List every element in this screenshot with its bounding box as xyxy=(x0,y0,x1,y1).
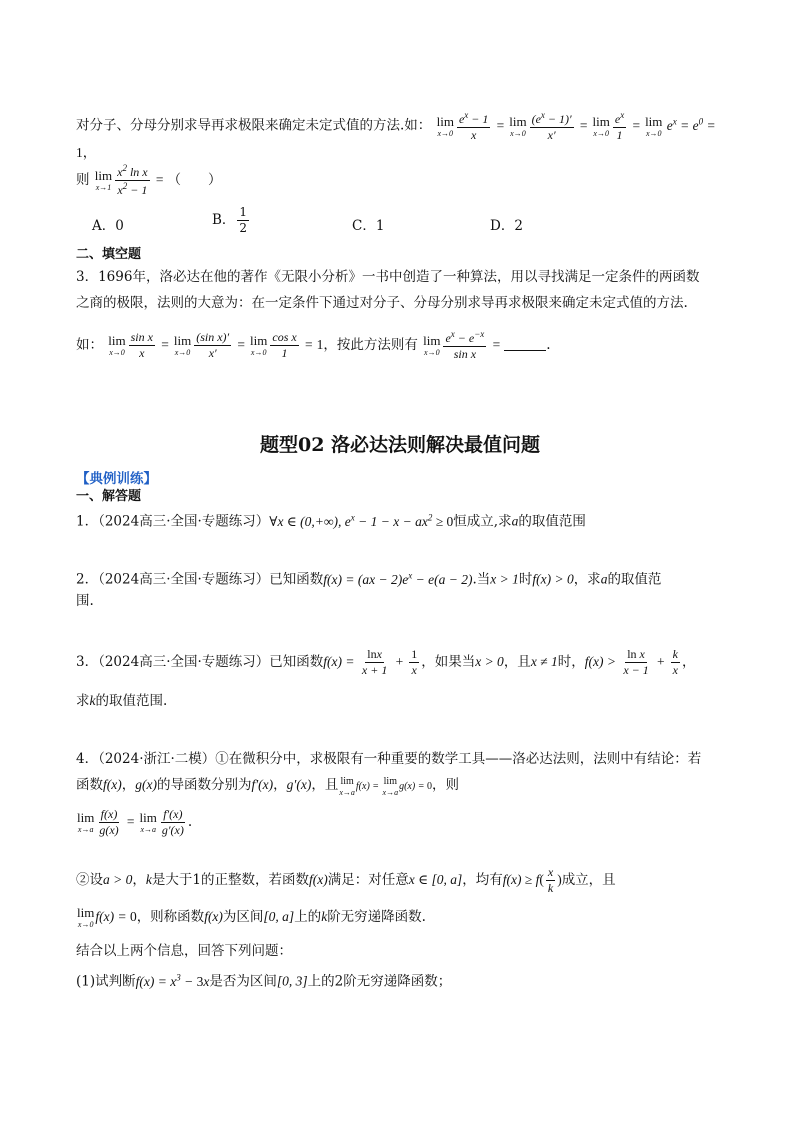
method-text: ，按此方法则有 xyxy=(323,336,418,353)
q3-function: f(x) = $\frac{\ln x}{x + 1}$ + $\frac{1}{x}$ xyxy=(323,647,418,678)
q4-l7-pre: (1)试判断 xyxy=(76,973,136,990)
q3 xyxy=(76,648,728,677)
q2-end: ，求 xyxy=(573,571,601,588)
q4-a-pos: a > 0 xyxy=(103,871,133,887)
q4-line6: 结合以上两个信息，回答下列问题： xyxy=(76,943,292,959)
q2 xyxy=(76,564,728,591)
option-c[interactable] xyxy=(352,214,384,234)
option-value: 0 xyxy=(115,218,124,234)
intro-text: 对分子、分母分别求导再求极限来确定未定式值的方法.如： xyxy=(76,117,432,134)
q4-l7-a: 是否为区间 xyxy=(209,973,277,990)
q4-l4-d: ，均有 xyxy=(462,871,503,888)
q4-fx3: f(x) xyxy=(204,909,223,924)
q4-l7-b: 上的2阶无穷递降函数； xyxy=(307,973,452,990)
q4-fx2: f(x) xyxy=(308,871,328,887)
q4-l4-pre: ②设 xyxy=(76,871,103,888)
q4-l5-d: 阶无穷递降函数. xyxy=(327,909,426,925)
q4-l2-b: 的导函数分别为 xyxy=(156,777,252,793)
q1 xyxy=(76,506,728,533)
lhopital-example-formula: lim x→0 $\frac{e^x - 1}{x}$ = lim x→0 $\frac{(e^x - 1)'}{x'}$ = lim x→0 $\frac{e^x}{1}$ = lim x→0 $e^x = e^0 = 1$ xyxy=(76,109,716,161)
q3-fill-line3 xyxy=(76,330,728,361)
q4-l4-e: 成立，且 xyxy=(561,871,616,888)
q4-limit-0: lim x→0 f(x) = 0 xyxy=(77,905,137,930)
q4-l3-end: . xyxy=(187,813,193,830)
q4-k: k xyxy=(145,871,152,887)
q3-pre: 已知函数 xyxy=(269,653,324,670)
q4-line2 xyxy=(76,774,728,798)
q4-part1-interval: [0, 3] xyxy=(276,973,308,989)
q2-ineq: f(x) > 0 xyxy=(532,571,574,587)
q4-l5-b: 为区间 xyxy=(222,909,264,925)
q3-cond1: x > 0 xyxy=(475,653,504,669)
q4-gx: g(x) xyxy=(135,777,157,792)
intro-line xyxy=(76,110,728,164)
q4-line4 xyxy=(76,866,728,895)
q1-text: 恒成立,求 xyxy=(453,513,512,530)
q3-line2-pre: 求 xyxy=(76,693,90,709)
q3-mid2: ，且 xyxy=(503,653,531,670)
q4-source: （2024·浙江·二模） xyxy=(98,751,216,767)
q2-line2: 围. xyxy=(76,593,94,609)
q4-domain: x ∈ [0, a] xyxy=(408,871,463,887)
option-a[interactable] xyxy=(92,214,124,234)
option-value: 2 xyxy=(514,218,523,234)
q4-l5-a: ，则称函数 xyxy=(136,909,205,925)
q4-limit-zero: lim x→a f(x) = lim x→a g(x) = 0 xyxy=(339,775,432,797)
q4-l2-c: ， xyxy=(273,777,287,793)
q4-fprime: f′(x) xyxy=(251,777,274,792)
q2-cond: x > 1 xyxy=(490,571,519,587)
q4-part1-func: $f(x) = x^3 - 3x$ xyxy=(135,972,210,989)
q3-line2-tail: 的取值范围. xyxy=(95,693,168,709)
limit-question-formula: lim x→1 $\frac{x^2 \ln x}{x^2 - 1}$ = xyxy=(94,163,168,198)
q3-var-k: k xyxy=(89,693,96,708)
q4-line3 xyxy=(76,808,728,837)
q3-fill-line2: 之商的极限，法则的大意为：在一定条件下通过对分子、分母分别求导再求极限来确定未定式值的方法. xyxy=(76,295,688,311)
option-value: 1 xyxy=(375,218,385,234)
q2-var: a xyxy=(600,571,608,587)
q4-l2-a: ， xyxy=(121,777,136,793)
q4-line5 xyxy=(76,906,728,929)
q3-fill-line1: 3．1696年，洛必达在他的著作《无限小分析》一书中创造了一种算法，用以寻找满足一定条件的两函数 xyxy=(76,269,700,285)
q3-ineq: f(x) > $\frac{\text{ln x}}{x - 1}$ + $\frac{k}{x}$ xyxy=(584,647,678,678)
q4-k2: k xyxy=(321,909,328,924)
q4-number: 4． xyxy=(76,751,99,767)
answer-bracket: （ ） xyxy=(167,171,222,188)
q2-function: $f(x) = (ax - 2)e^x - e(a - 2)$ xyxy=(323,570,473,587)
option-b[interactable] xyxy=(212,206,251,235)
q3-number: 3． xyxy=(76,653,99,670)
q3-line2 xyxy=(76,690,728,712)
q4-line1 xyxy=(76,748,728,770)
option-d[interactable] xyxy=(490,214,523,234)
denominator: 2 xyxy=(239,221,248,236)
option-label: A． xyxy=(92,218,116,234)
q2-mid2: 时 xyxy=(518,571,533,588)
q4-l2-d: ，且 xyxy=(311,777,339,793)
answer-blank[interactable] xyxy=(504,338,546,351)
q1-formula: ∀x ∈ (0,+∞), $e^x - 1 - x - ax^2 \ge 0$ xyxy=(269,512,454,529)
option-fraction xyxy=(237,206,249,235)
q4-l4-c: 满足：对任意 xyxy=(327,871,409,888)
q4-l2-pre: 函数 xyxy=(76,777,103,793)
q3-cond2: x ≠ 1 xyxy=(530,653,558,669)
section-heading-fill: 二、填空题 xyxy=(76,247,142,262)
q4-l4-a: ， xyxy=(132,871,146,888)
q4-text: ①在微积分中，求极限有一种重要的数学工具——洛必达法则，法则中有结论：若 xyxy=(215,751,702,767)
q1-number: 1． xyxy=(76,513,99,530)
q2-source: （2024高三·全国·专题练习） xyxy=(98,571,270,588)
q4-ineq: f(x) ≥ f( $\frac{x}{k}$ ) xyxy=(502,865,562,896)
q4-interval: [0, a] xyxy=(263,909,295,924)
q2-number: 2． xyxy=(76,571,99,588)
q3-mid3: 时， xyxy=(557,653,585,670)
q4-l4-b: 是大于1的正整数，若函数 xyxy=(151,871,309,888)
q4-line7 xyxy=(76,966,728,993)
section-heading-answer: 一、解答题 xyxy=(76,489,142,504)
q4-l5-c: 上的 xyxy=(294,909,322,925)
q4-lhopital-rule: lim x→a $\frac{f(x)}{g(x)}$ = lim x→a $\frac{f'(x)}{g'(x)}$ xyxy=(77,807,184,838)
q3-end: ， xyxy=(681,653,696,670)
q2-tail: 的取值范 xyxy=(607,571,662,588)
option-label: D． xyxy=(490,218,515,234)
q1-var-a: a xyxy=(511,513,519,529)
period: . xyxy=(546,336,551,353)
sinx-limit-formula: lim x→0 $\frac{\text{sin x}}{x}$ = lim x→0 $\frac{\text{(sin x)′}}{x'}$ = lim x→0 $\frac{\text{cos x}}{1}$ = 1 xyxy=(108,330,324,361)
q3-mid: ，如果当 xyxy=(421,653,476,670)
q2-pre: 已知函数 xyxy=(269,571,324,588)
q1-source: （2024高三·全国·专题练习） xyxy=(98,513,270,530)
exp-limit-formula: lim x→0 $\frac{e^x - e^{-x}}{\text{sin x}}$ = xyxy=(423,329,505,362)
option-label: C． xyxy=(352,218,376,234)
numerator: 1 xyxy=(237,206,249,221)
comma: ， xyxy=(82,145,97,162)
q1-tail: 的取值范围 xyxy=(518,513,586,530)
question-line xyxy=(76,164,728,197)
q4-l2-e: ，则 xyxy=(431,777,459,793)
q4-fx: f(x) xyxy=(103,777,122,792)
example-prefix: 如： xyxy=(76,336,103,353)
option-label: B． xyxy=(212,212,236,229)
section-title: 题型02 洛必达法则解决最值问题 xyxy=(259,434,541,456)
example-tag: 【典例训练】 xyxy=(76,471,157,487)
q3-source: （2024高三·全国·专题练习） xyxy=(98,653,270,670)
q2-mid: .当 xyxy=(472,571,491,588)
q4-gprime: g′(x) xyxy=(286,777,312,792)
then-text: 则 xyxy=(76,171,90,188)
